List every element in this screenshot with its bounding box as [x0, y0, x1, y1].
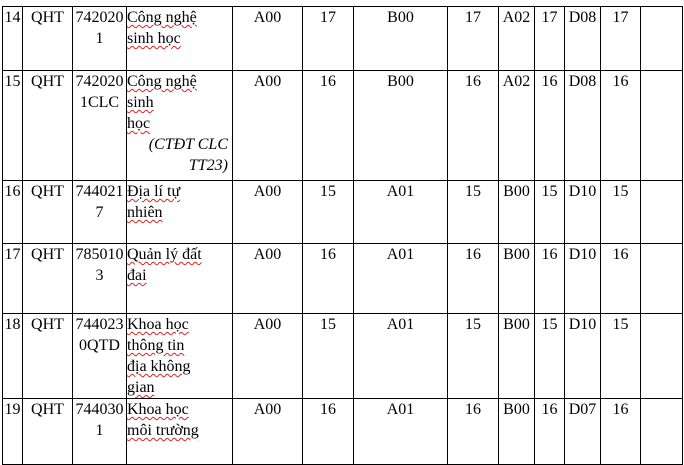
school-code-cell: QHT [23, 7, 73, 71]
score-1-cell: 16 [303, 71, 354, 181]
table-row [3, 244, 683, 314]
combo-4-cell: D07 [565, 399, 601, 465]
score-2-cell: 16 [448, 244, 499, 314]
major-name-line [127, 28, 232, 49]
combo-4-cell: D10 [565, 314, 601, 399]
empty-cell [641, 244, 683, 314]
score-3-cell: 15 [535, 314, 565, 399]
combo-3-cell: A02 [499, 71, 535, 181]
score-3-cell: 15 [535, 181, 565, 244]
row-number-cell: 17 [3, 244, 23, 314]
combo-3-cell: A02 [499, 7, 535, 71]
major-name-cell [127, 244, 233, 314]
major-code-cell: 7420201CLC [73, 71, 127, 181]
row-number-cell: 18 [3, 314, 23, 399]
empty-cell [641, 71, 683, 181]
spellcheck-text: môi trường [127, 422, 199, 439]
combo-1-cell: A00 [233, 181, 303, 244]
spellcheck-text: Quản lý đất [127, 246, 202, 263]
major-name-line [127, 377, 232, 398]
major-name-line [127, 314, 232, 335]
spellcheck-text: Công nghệ [127, 73, 197, 90]
spellcheck-text: đai [127, 267, 147, 284]
combo-4-cell: D10 [565, 181, 601, 244]
row-number-cell: 19 [3, 399, 23, 465]
spellcheck-text: gian [127, 379, 155, 396]
major-name-line [127, 181, 232, 202]
score-1-cell: 16 [303, 399, 354, 465]
combo-2-cell: A01 [354, 244, 448, 314]
score-4-cell: 16 [601, 399, 641, 465]
spellcheck-text: sinh học [127, 30, 181, 47]
major-name-line [127, 356, 232, 377]
program-note: (CTĐT CLC TT23) [148, 136, 228, 174]
school-code-cell: QHT [23, 399, 73, 465]
score-4-cell: 15 [601, 181, 641, 244]
score-3-cell: 16 [535, 71, 565, 181]
combo-2-cell: A01 [354, 314, 448, 399]
major-name-line [127, 71, 232, 92]
spellcheck-text: nhiên [127, 204, 163, 221]
combo-3-cell: B00 [499, 244, 535, 314]
table-row [3, 314, 683, 399]
score-2-cell: 15 [448, 181, 499, 244]
score-4-cell: 16 [601, 244, 641, 314]
major-name-line [127, 92, 232, 113]
spellcheck-text: địa không [127, 358, 191, 375]
major-code-cell: 7850103 [73, 244, 127, 314]
empty-cell [641, 7, 683, 71]
combo-2-cell: A01 [354, 399, 448, 465]
row-number-cell: 14 [3, 7, 23, 71]
combo-1-cell: A00 [233, 7, 303, 71]
combo-3-cell: B00 [499, 181, 535, 244]
major-name-line [127, 202, 232, 223]
major-name-cell [127, 399, 233, 465]
row-number-cell: 15 [3, 71, 23, 181]
spellcheck-text: Khoa học [127, 401, 189, 418]
table-row [3, 71, 683, 181]
combo-2-cell: B00 [354, 71, 448, 181]
major-name-cell [127, 181, 233, 244]
major-name-line [127, 335, 232, 356]
major-name-line [127, 399, 232, 420]
combo-2-cell: A01 [354, 181, 448, 244]
combo-3-cell: B00 [499, 399, 535, 465]
score-2-cell: 17 [448, 7, 499, 71]
score-1-cell: 16 [303, 244, 354, 314]
spellcheck-text: Địa lí tự [127, 183, 181, 200]
combo-4-cell: D08 [565, 7, 601, 71]
table-row [3, 7, 683, 71]
major-name-line [127, 265, 232, 286]
score-1-cell: 15 [303, 314, 354, 399]
major-name-cell [127, 314, 233, 399]
major-code-cell: 7440217 [73, 181, 127, 244]
school-code-cell: QHT [23, 314, 73, 399]
score-3-cell: 16 [535, 244, 565, 314]
combo-1-cell: A00 [233, 399, 303, 465]
score-1-cell: 15 [303, 181, 354, 244]
table-row [3, 399, 683, 465]
combo-4-cell: D08 [565, 71, 601, 181]
major-name-cell [127, 7, 233, 71]
table-row [3, 181, 683, 244]
admission-table [2, 6, 683, 465]
combo-1-cell: A00 [233, 71, 303, 181]
major-name-line [127, 113, 232, 134]
empty-cell [641, 181, 683, 244]
combo-4-cell: D10 [565, 244, 601, 314]
combo-1-cell: A00 [233, 244, 303, 314]
spellcheck-text: Khoa học [127, 316, 189, 333]
school-code-cell: QHT [23, 244, 73, 314]
score-2-cell: 16 [448, 399, 499, 465]
school-code-cell: QHT [23, 181, 73, 244]
spellcheck-text: Công nghệ [127, 9, 197, 26]
score-3-cell: 16 [535, 399, 565, 465]
score-4-cell: 15 [601, 314, 641, 399]
major-name-line [127, 244, 232, 265]
school-code-cell: QHT [23, 71, 73, 181]
major-code-cell: 7440230QTD [73, 314, 127, 399]
major-name-line [127, 420, 232, 441]
spellcheck-text: thông tin [127, 337, 185, 354]
score-4-cell: 16 [601, 71, 641, 181]
major-code-cell: 7420201 [73, 7, 127, 71]
empty-cell [641, 314, 683, 399]
major-name-cell [127, 71, 233, 181]
empty-cell [641, 399, 683, 465]
major-name-line [127, 7, 232, 28]
score-4-cell: 17 [601, 7, 641, 71]
combo-2-cell: B00 [354, 7, 448, 71]
spellcheck-text: học [127, 115, 151, 132]
table-body [3, 7, 683, 465]
score-2-cell: 16 [448, 71, 499, 181]
row-number-cell: 16 [3, 181, 23, 244]
major-code-cell: 7440301 [73, 399, 127, 465]
score-2-cell: 15 [448, 314, 499, 399]
combo-3-cell: B00 [499, 314, 535, 399]
score-1-cell: 17 [303, 7, 354, 71]
score-3-cell: 17 [535, 7, 565, 71]
spellcheck-text: sinh [127, 94, 154, 111]
combo-1-cell: A00 [233, 314, 303, 399]
